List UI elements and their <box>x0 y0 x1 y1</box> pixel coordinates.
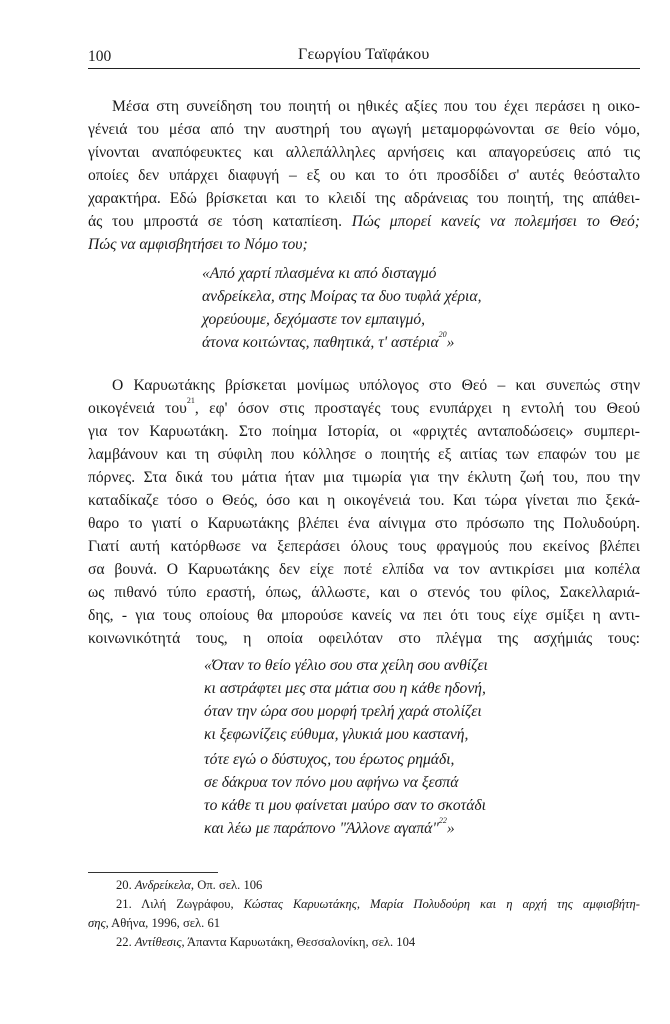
close-quote: » <box>446 820 455 837</box>
footnote-number: 21. Λιλή Ζωγράφου, <box>116 897 244 911</box>
footnote-text: , Άπαντα Καρυωτάκη, Θεσσαλονίκη, σελ. 104 <box>181 935 416 949</box>
running-title: Γεωργίου Ταϊφάκου <box>298 46 430 63</box>
verse-line: όταν την ώρα σου μορφή τρελή χαρά στολίζει <box>204 703 482 720</box>
footnote-21-cont <box>88 914 640 933</box>
text-line: Ο Καρυωτάκης βρίσκεται μονίμως υπόλογος στο Θεό – και συνεπώς στην <box>112 377 640 394</box>
footnote-ref: 21 <box>186 397 195 405</box>
text-span: άς του μπροστά σε τόση καταπίεση. <box>88 213 352 230</box>
text-line: οποίες δεν υπάρχει διαφυγή – εξ ου και το ότι προσδίδει σ' αυτές θεόσταλτο <box>88 167 640 184</box>
text-line: πόρνες. Στα δικά του μάτια ήταν μια τιμωρία για την έκλυτη ζωή του, που την <box>88 469 640 486</box>
footnote-divider <box>88 872 218 873</box>
close-quote: » <box>446 334 455 351</box>
footnote-ref: 20 <box>438 330 447 339</box>
verse-line: «Από χαρτί πλασμένα κι από δισταγμό <box>202 265 437 282</box>
page-number: 100 <box>88 48 112 65</box>
text-line: σα βουνά. Ο Καρυωτάκης δεν είχε ποτέ ελπίδα να τον αντικρίσει μια κοπέλα <box>88 561 640 578</box>
verse-line: κι αστράφτει μες στα μάτια σου η κάθε ηδονή, <box>204 680 486 697</box>
paragraph-2 <box>88 374 640 650</box>
footnote-22 <box>88 933 640 952</box>
text-line <box>88 397 640 420</box>
footnote-title: Αντίθεσις <box>134 935 182 949</box>
italic-question: Πώς μπορεί κανείς να πολεμήσει το Θεό; <box>351 213 640 230</box>
verse-line: τότε εγώ ο δύστυχος, του έρωτος ρημάδι, <box>204 751 455 768</box>
verse-line: «Όταν το θείο γέλιο σου στα χείλη σου ανθίζει <box>204 657 488 674</box>
footnote-21 <box>88 895 640 914</box>
text-line: Γιατί αυτή κατόρθωσε να ξεπεράσει όλους τους φραγμούς που εκείνος βλέπει <box>88 538 640 555</box>
text-line: για τον Καρυωτάκη. Στο ποίημα Ιστορία, οι «φριχτές ανταποδώσεις» συμπερι- <box>88 423 640 440</box>
text-line: Μέσα στη συνείδηση του ποιητή οι ηθικές αξίες που του έχει περάσει η οικο- <box>112 98 640 115</box>
text-line: χαρακτήρα. Εδώ βρίσκεται και το κλειδί της αδράνειας του ποιητή, της απάθει- <box>88 190 640 207</box>
verse-line <box>204 817 486 840</box>
text-line: ως πιθανό τύπο εραστή, όπως, άλλωστε, και ο στενός του φίλος, Σακελλαριά- <box>88 584 640 601</box>
text-line: κοινωνικότητά τους, η οποία οφειλόταν στο πλέγμα της ασχήμιάς τους: <box>88 630 640 647</box>
italic-question: Πώς να αμφισβητήσει το Νόμο του; <box>88 236 308 253</box>
text-line: θαρο το γιατί ο Καρυωτάκης βλέπει ένα αίνιγμα στο πρόσωπο της Πολυδούρη. <box>88 515 640 532</box>
verse-line: χορεύουμε, δεχόμαστε τον εμπαιγμό, <box>202 311 426 328</box>
footnote-title: σης <box>88 916 106 930</box>
footnote-title: Ανδρείκελα <box>134 878 191 892</box>
footnote-number: 22. <box>116 935 135 949</box>
footnotes <box>88 876 640 952</box>
text-line: γίνονται αναπόφευκτες και αλλεπάλληλες αρνήσεις και απαγορεύσεις από τις <box>88 144 640 161</box>
text-span: οικογένειά του <box>88 400 187 417</box>
verse-text: και λέω με παράπονο "Άλλονε αγαπά" <box>204 820 439 837</box>
text-line: δης, - για τους οποίους θα μπορούσε κανείς να πει ότι τους είχε σμίξει η αντι- <box>88 607 640 624</box>
paragraph-1 <box>88 95 640 256</box>
footnote-text: , Οπ. σελ. 106 <box>190 878 263 892</box>
text-span: , εφ' όσον στις προσταγές τους ενυπάρχει η εντολή του Θεού <box>194 400 640 417</box>
text-line: λαμβάνουν και τη σύφιλη που κόλλησε ο ποιητής εξ αιτίας των επαφών του με <box>88 446 640 463</box>
page-header <box>88 46 640 69</box>
verse-block-1 <box>202 262 481 354</box>
text-line: γένειά του μέσα από την αυστηρή του αγωγή μεταμορφώνονται σε θείο νόμο, <box>88 121 640 138</box>
verse-line: το κάθε τι μου φαίνεται μαύρο σαν το σκοτάδι <box>204 797 486 814</box>
verse-line: κι ξεφωνίζεις εύθυμα, γλυκιά μου καστανή, <box>204 726 469 743</box>
text-line <box>88 210 640 233</box>
text-line <box>88 233 640 256</box>
verse-block-2 <box>204 654 488 746</box>
text-line: καταδίκαζε τόσο ο Θεός, όσο και η οικογένειά του. Και τώρα γίνεται πιο ξεκά- <box>88 492 640 509</box>
footnote-ref: 22 <box>438 816 447 825</box>
verse-line <box>202 331 481 354</box>
verse-line: ανδρείκελα, στης Μοίρας τα δυο τυφλά χέρια, <box>202 288 482 305</box>
footnote-number: 20. <box>116 878 135 892</box>
footnote-text: , Αθήνα, 1996, σελ. 61 <box>105 916 221 930</box>
verse-block-3 <box>204 748 486 840</box>
footnote-title: Κώστας Καρυωτάκης, Μαρία Πολυδούρη και η αρχή της αμφισβήτη- <box>243 897 640 911</box>
footnote-20 <box>88 876 640 895</box>
verse-text: άτονα κοιτώντας, παθητικά, τ' αστέρια <box>202 334 439 351</box>
verse-line: σε δάκρυα τον πόνο μου αφήνω να ξεσπά <box>204 774 459 791</box>
